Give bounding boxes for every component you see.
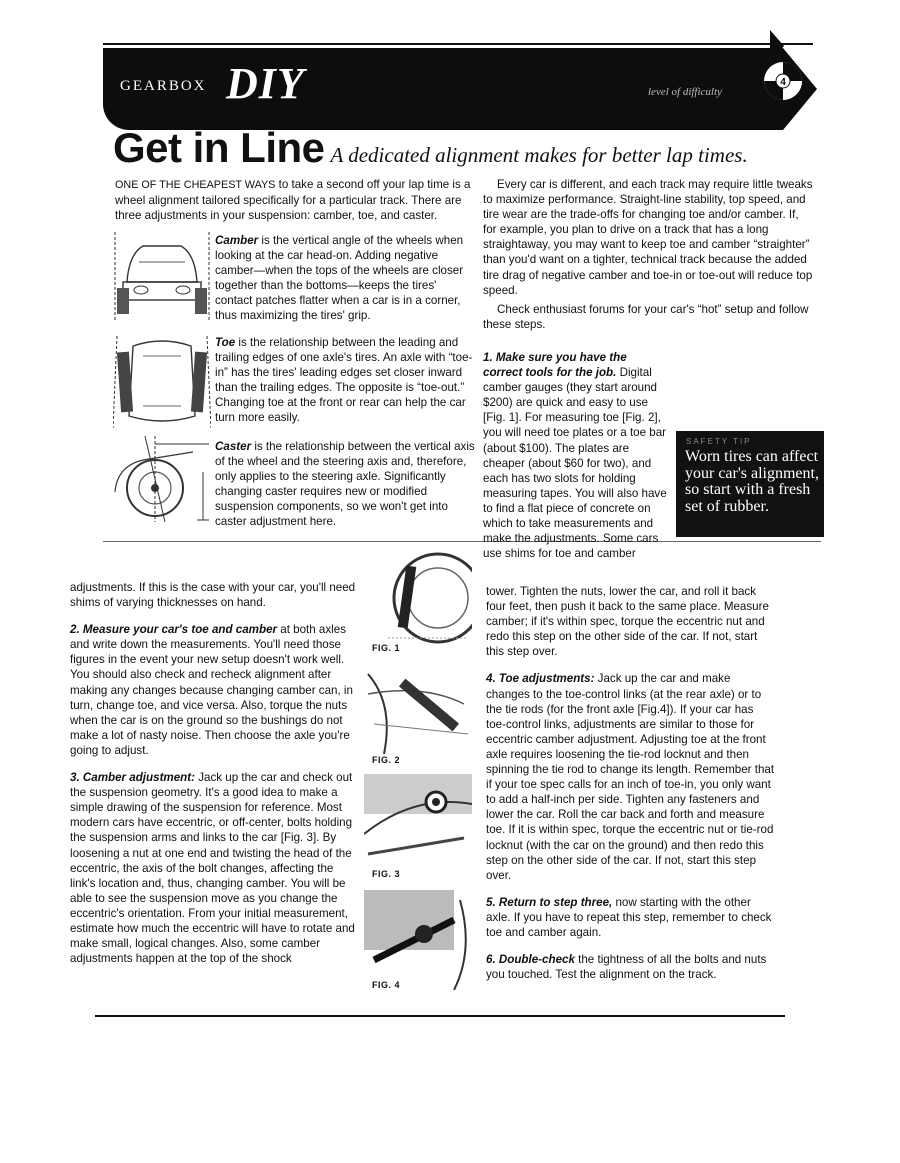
term-camber: Camber [215, 234, 259, 247]
definition-caster-text: is the relationship between the vertical axis of the wheel and the steering axis and, therefore, only applies to the steering axle. Significantly changing caster requires new or modified suspension components, so we won't get into caster adjustment here. [215, 440, 475, 528]
step5-text: now starting with the other axle. If you have to repeat this step, remember to check toe and camber again. [486, 895, 772, 939]
definition-caster [215, 439, 477, 529]
step6-text: the tightness of all the bolts and nuts you touched. Test the alignment on the track. [486, 953, 767, 982]
figure-1-image [368, 548, 472, 652]
step6-paragraph [486, 952, 776, 982]
camber-illustration [113, 232, 211, 320]
step3-lead: 3. Camber adjustment: [70, 771, 195, 785]
difficulty-level: 4 [780, 77, 786, 88]
bottom-right-column [486, 584, 776, 986]
definition-camber [215, 233, 473, 323]
section-label: GEARBOX [120, 78, 207, 94]
callout-tag: SAFETY TIP [686, 437, 752, 446]
figure-4-image [364, 890, 472, 990]
safety-tip-callout [676, 431, 824, 537]
term-caster: Caster [215, 440, 252, 453]
banner-arrow-tip [770, 30, 784, 62]
step4-lead: 4. Toe adjustments: [486, 672, 595, 686]
step5-lead: 5. Return to step three, [486, 895, 613, 909]
figure-3-label: FIG. 3 [372, 869, 401, 879]
step1-text: Digital camber gauges (they start around $200) are quick and easy to use [Fig. 1]. For measuring toe [Fig. 2], you will need toe plates or a toe bar (about $100). The plates are cheaper (about $60 for two), and each has two slots for holding measuring tapes. You will also have to find a flat piece of concrete on which to take measurements and make the adjustments. Some cars use shims for toe and camber [483, 366, 667, 561]
intro-paragraph [115, 177, 473, 223]
step2-text: at both axles and write down the measurements. You'll need those figures in the event your new setup doesn't work well. You should also check and recheck alignment after making any changes because changing camber can, in turn, change toe, and vice versa. Also, torque the nuts when the car is on the ground so the bushings do not make a lot of nasty noise. Then choose the axle you're going to adjust. [70, 623, 353, 757]
definition-toe-text: is the relationship between the leading and trailing edges of one axle's tires. An axle with “toe-in” has the tires' leading edges set closer inward than the trailing edges. The opposite is “toe-out.” Changing toe at the front or rear can help the car turn more easily. [215, 336, 473, 424]
top-right-p1: Every car is different, and each track may require little tweaks to maximize performance. Straight-line stability, top speed, and tire wear are the trade-offs for changing toe and/or camber. If, for example, you plan to drive on a track that has a long straightaway, you may want to keep toe and camber “straighter” than you'd want on a tighter, technical track because the added tire drag of negative camber and toe-in or toe-out will reduce top speed. [483, 178, 813, 297]
intro-text: to take a second off your lap time is a wheel alignment tailored specifically for a particular track. There are three adjustments in your suspension: camber, toe, and caster. [115, 178, 471, 223]
figure-1-label: FIG. 1 [372, 643, 401, 653]
headline [113, 124, 748, 172]
toe-illustration [113, 336, 211, 428]
bottom-left-p1: adjustments. If this is the case with your car, you'll need shims of varying thicknesses on hand. [70, 581, 356, 610]
top-right-column [483, 177, 813, 340]
intro-lead: ONE OF THE CHEAPEST WAYS [115, 179, 276, 191]
bottom-rule [95, 1015, 785, 1017]
figure-2-label: FIG. 2 [372, 755, 401, 765]
figure-2-image [364, 664, 472, 760]
step3-paragraph [70, 770, 360, 966]
difficulty-label: level of difficulty [648, 86, 722, 98]
caster-illustration [113, 432, 211, 524]
step2-lead: 2. Measure your car's toe and camber [70, 623, 278, 637]
callout-text: Worn tires can affect your car's alignment, so start with a fresh set of rubber. [685, 448, 819, 515]
step4-text: Jack up the car and make changes to the toe-control links (at the rear axle) or to the tie rods (for the front axle [Fig.4]). If your car has toe-control links, adjustments are similar to those for eccentric camber adjustment. Adjusting toe at the front axle requires loosening the tie-rod locknut and then spinning the tie rod to change its length. Remember that if your toe spec calls for an inch of toe-in, you only want to add a half-inch per side. Tighten any fasteners and lower the car. Roll the car back and forth and measure toe. If it is within spec, torque the eccentric nut or tie-rod locknut (with the car on the ground) and then redo this step on the other side of the car. If not, start this step over. [486, 672, 775, 882]
step6-lead: 6. Double-check [486, 953, 575, 967]
deck: A dedicated alignment makes for better lap times. [330, 143, 748, 167]
step2-paragraph [70, 622, 360, 758]
definition-toe [215, 335, 475, 425]
definition-camber-text: is the vertical angle of the wheels when looking at the car head-on. Adding negative camber—when the tops of the wheels are closer together than the bottoms—keeps the tires' contact patches flatter when a car is in a corner, thus maximizing the tires' grip. [215, 234, 464, 322]
bottom-right-p1: tower. Tighten the nuts, lower the car, and roll it back four feet, then push it back to the same place. Measure camber; if it's within spec, torque the eccentric nut and redo this step on the other side of the car. If not, start this step over. [486, 585, 769, 659]
difficulty-wheel-icon [762, 60, 804, 102]
step5-paragraph [486, 895, 776, 940]
page-title: Get in Line [113, 124, 325, 171]
top-rule [103, 43, 813, 45]
step4-paragraph [486, 671, 776, 882]
top-right-p2: Check enthusiast forums for your car's “hot” setup and follow these steps. [483, 302, 809, 331]
bottom-left-column [70, 580, 360, 970]
step1-lead: 1. Make sure you have the correct tools for the job. [483, 351, 627, 380]
term-toe: Toe [215, 336, 236, 349]
series-title: DIY [226, 59, 305, 108]
figure-4-label: FIG. 4 [372, 980, 401, 990]
figure-3-image [364, 774, 472, 866]
step3-text: Jack up the car and check out the suspension geometry. It's a good idea to make a simple drawing of the suspension for reference. Most modern cars have eccentric, or off-center, bolts holding the suspension arms and links to the car [Fig. 3]. By loosening a nut at one end and twisting the head of the eccentric, the axis of the bolt changes, affecting the link's location and, thus, changing camber. You will be able to see the suspension move as you change the eccentric's orientation. From your initial measurement, estimate how much the eccentric will have to rotate and make small, logical changes. Also, some camber adjustments happen at the top of the shock [70, 771, 355, 966]
